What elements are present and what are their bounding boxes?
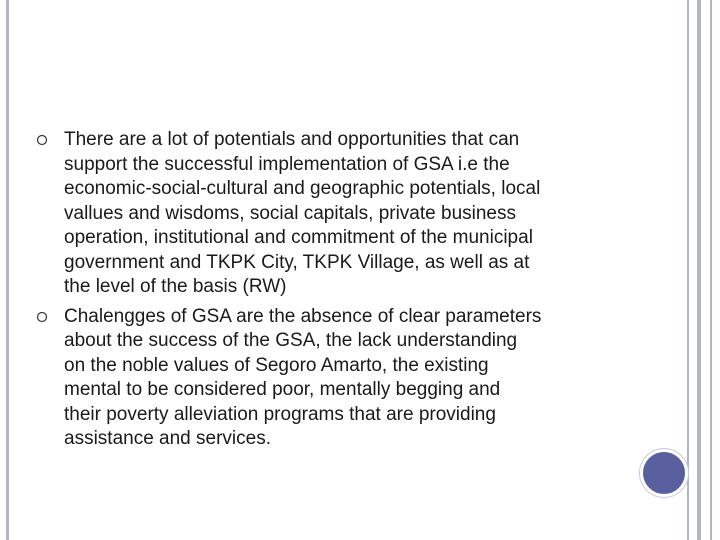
left-border-line bbox=[6, 0, 9, 540]
bullet-item bbox=[36, 305, 636, 452]
bullet-text: There are a lot of potentials and opportunities that can support the successful implementation of GSA i.e the economic-social-cultural and geographic potentials, local vallues and wisdoms, social capitals, private business operation, institutional and commitment of the municipal government and TKPK City, TKPK Village, as well as at the level of the basis (RW) bbox=[64, 129, 541, 297]
circle-outline-bullet-icon bbox=[36, 305, 64, 327]
right-border-line bbox=[687, 0, 689, 540]
circle-outline-bullet-icon bbox=[36, 128, 64, 150]
bullet-text: Chalengges of GSA are the absence of clear parameters about the success of the GSA, the lack understanding on the noble values of Segoro Amarto, the existing mental to be considered poor, mentally begging and their poverty alleviation programs that are providing assistance and services. bbox=[64, 305, 542, 449]
bullet-list bbox=[36, 128, 636, 457]
bullet-item bbox=[36, 128, 636, 300]
right-border-line-thick bbox=[697, 0, 701, 540]
right-border-line-outer bbox=[710, 0, 712, 540]
decorative-circle bbox=[640, 449, 688, 497]
